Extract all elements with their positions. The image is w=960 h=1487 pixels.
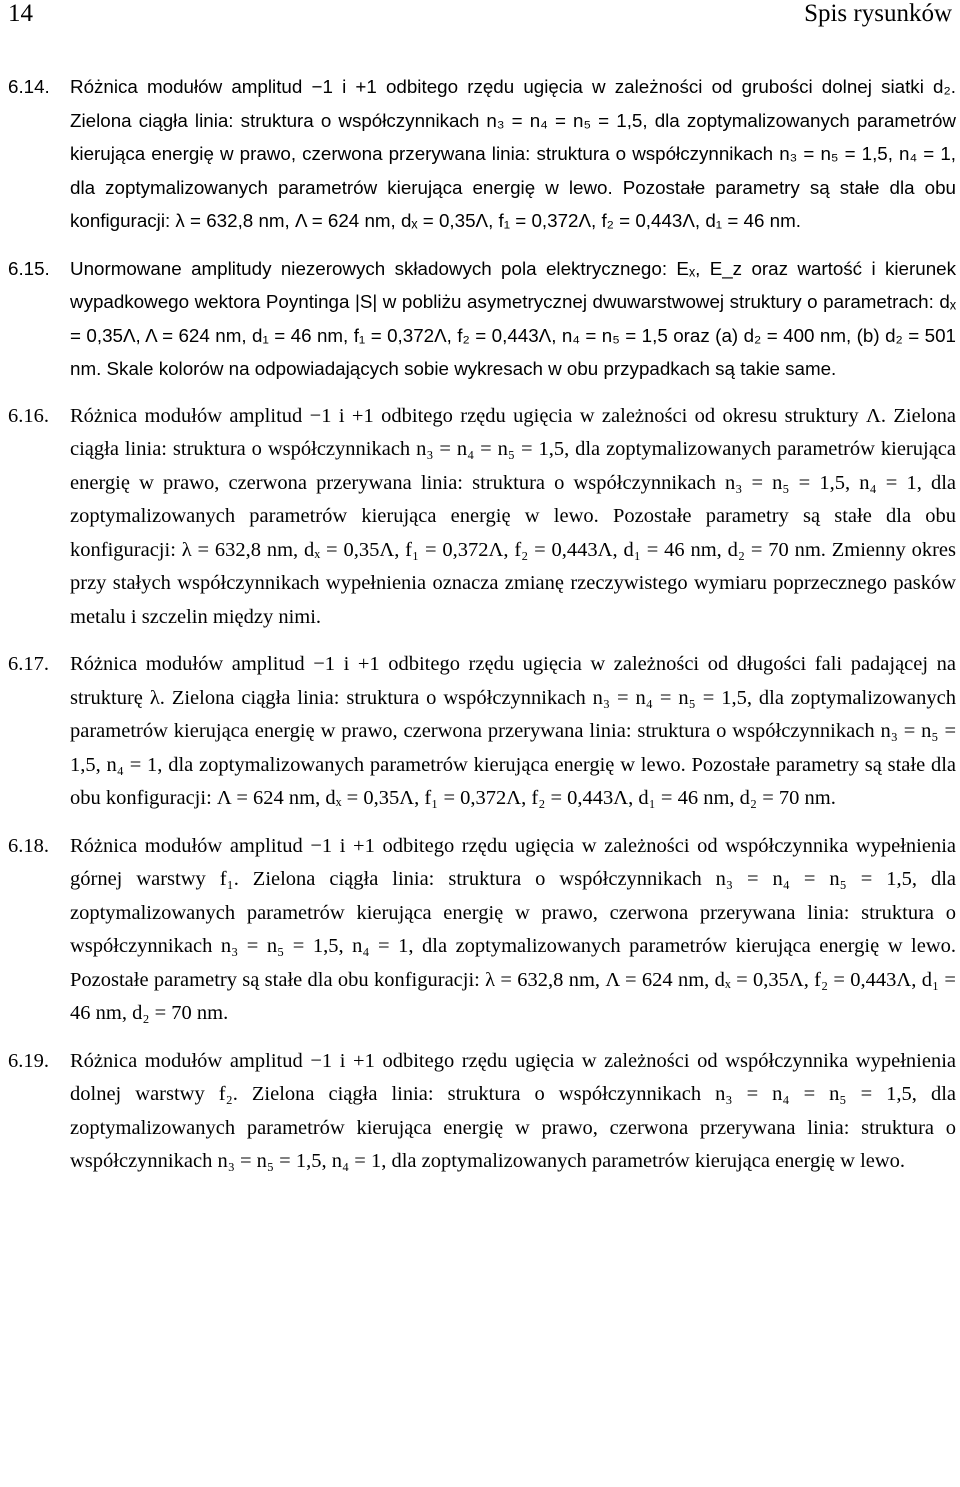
figure-caption: Różnica modułów amplitud −1 i +1 odbitego rzędu ugięcia w zależności od współczynnika wypełnienia górnej warstwy f₁. Zielona ciągła linia: struktura o współczynnikach n₃ = n₄ = n₅ = 1,5, dla zoptymalizowanych parametrów kierująca energię w prawo, czerwona przerywana linia: struktura o współczynnikach n₃ = n₅ = 1,5, n₄ = 1, dla zoptymalizowanych parametrów kierująca energię w lewo. Pozostałe parametry są stałe dla obu konfiguracji: λ = 632,8 nm, Λ = 624 nm, dₓ = 0,35Λ, f₂ = 0,443Λ, d₁ = 46 nm, d₂ = 70 nm. — [70, 834, 956, 1024]
figure-caption: Unormowane amplitudy niezerowych składowych pola elektrycznego: Eₓ, E_z oraz wartość i kierunek wypadkowego wektora Poyntinga |S| w pobliżu asymetrycznej dwuwarstwowej struktury o parametrach: dₓ = 0,35Λ, Λ = 624 nm, d₁ = 46 nm, f₁ = 0,372Λ, f₂ = 0,443Λ, n₄ = n₅ = 1,5 oraz (a) d₂ = 400 nm, (b) d₂ = 501 nm. Skale kolorów na odpowiadających sobie wykresach w obu przypadkach są takie same. — [70, 257, 956, 379]
figure-entry — [0, 830, 960, 1031]
header-title: Spis rysunków — [804, 0, 952, 27]
figure-number: 6.18. — [8, 834, 49, 857]
figure-entry — [0, 648, 960, 816]
page-number: 14 — [8, 0, 33, 27]
figure-caption: Różnica modułów amplitud −1 i +1 odbitego rzędu ugięcia w zależności od okresu struktury Λ. Zielona ciągła linia: struktura o współczynnikach n₃ = n₄ = n₅ = 1,5, dla zoptymalizowanych parametrów kierująca energię w prawo, czerwona przerywana linia: struktura o współczynnikach n₃ = n₅ = 1,5, n₄ = 1, dla zoptymalizowanych parametrów kierująca energię w lewo. Pozostałe parametry są stałe dla obu konfiguracji: λ = 632,8 nm, dₓ = 0,35Λ, f₁ = 0,372Λ, f₂ = 0,443Λ, d₁ = 46 nm, d₂ = 70 nm. Zmienny okres przy stałych współczynnikach wypełnienia oznacza zmianę rzeczywistego wymiaru poprzecznego pasków metalu i szczelin między nimi. — [70, 404, 956, 628]
figure-number: 6.16. — [8, 404, 49, 427]
figure-number: 6.14. — [8, 76, 50, 97]
figure-entry — [0, 252, 960, 386]
figure-list — [0, 70, 960, 1193]
figure-entry — [0, 400, 960, 635]
figure-caption: Różnica modułów amplitud −1 i +1 odbitego rzędu ugięcia w zależności od grubości dolnej siatki d₂. Zielona ciągła linia: struktura o współczynnikach n₃ = n₄ = n₅ = 1,5, dla zoptymalizowanych parametrów kierująca energię w prawo, czerwona przerywana linia: struktura o współczynnikach n₃ = n₅ = 1,5, n₄ = 1, dla zoptymalizowanych parametrów kierująca energię w lewo. Pozostałe parametry są stałe dla obu konfiguracji: λ = 632,8 nm, Λ = 624 nm, dₓ = 0,35Λ, f₁ = 0,372Λ, f₂ = 0,443Λ, d₁ = 46 nm. — [70, 76, 956, 231]
running-header — [0, 0, 960, 32]
figure-caption: Różnica modułów amplitud −1 i +1 odbitego rzędu ugięcia w zależności od długości fali padającej na strukturę λ. Zielona ciągła linia: struktura o współczynnikach n₃ = n₄ = n₅ = 1,5, dla zoptymalizowanych parametrów kierująca energię w prawo, czerwona przerywana linia: struktura o współczynnikach n₃ = n₅ = 1,5, n₄ = 1, dla zoptymalizowanych parametrów kierująca energię w lewo. Pozostałe parametry są stałe dla obu konfiguracji: Λ = 624 nm, dₓ = 0,35Λ, f₁ = 0,372Λ, f₂ = 0,443Λ, d₁ = 46 nm, d₂ = 70 nm. — [70, 653, 956, 809]
figure-number: 6.17. — [8, 653, 49, 675]
figure-caption: Różnica modułów amplitud −1 i +1 odbitego rzędu ugięcia w zależności od współczynnika wypełnienia dolnej warstwy f₂. Zielona ciągła linia: struktura o współczynnikach n₃ = n₄ = n₅ = 1,5, dla zoptymalizowanych parametrów kierująca energię w prawo, czerwona przerywana linia: struktura o współczynnikach n₃ = n₅ = 1,5, n₄ = 1, dla zoptymalizowanych parametrów kierująca energię w lewo. — [70, 1049, 956, 1172]
figure-number: 6.19. — [8, 1049, 49, 1072]
figure-entry — [0, 1045, 960, 1179]
figure-entry — [0, 70, 960, 238]
figure-number: 6.15. — [8, 257, 50, 279]
